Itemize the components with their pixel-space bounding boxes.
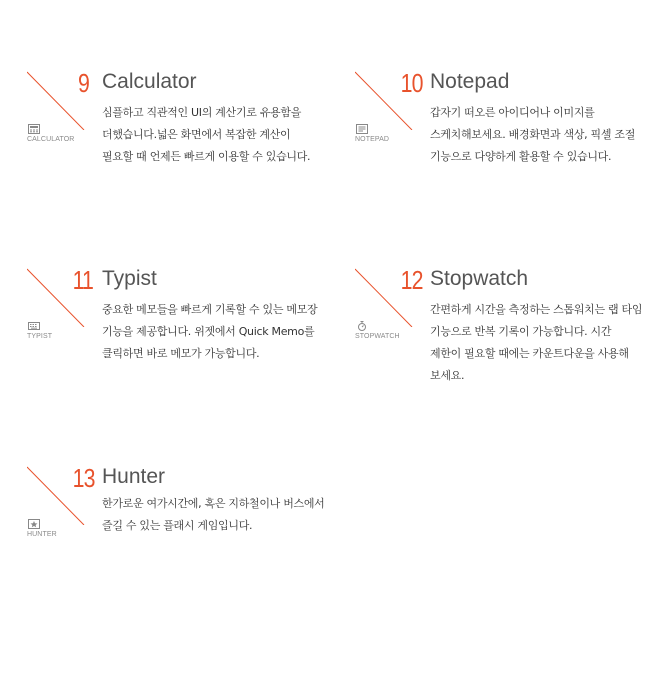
description-line: 제한이 필요할 때에는 카운트다운을 사용해 <box>430 347 629 360</box>
description-line: 중요한 메모들을 빠르게 기록할 수 있는 메모장 <box>102 303 318 316</box>
app-number: 12 <box>400 265 423 295</box>
app-description <box>102 493 332 537</box>
description-line: 기능으로 다양하게 활용할 수 있습니다. <box>430 150 612 163</box>
description-line: 기능으로 반복 기록이 가능합니다. 시간 <box>430 325 612 338</box>
app-title: Stopwatch <box>430 267 529 290</box>
description-line: 보세요. <box>430 369 465 382</box>
description-line: 한가로운 여가시간에, 혹은 지하철이나 버스에서 <box>102 497 325 510</box>
icon-label: TYPIST <box>27 333 53 340</box>
description-line: 간편하게 시간을 측정하는 스톱워치는 랩 타임 <box>430 303 643 316</box>
app-title: Hunter <box>102 465 166 488</box>
app-title: Typist <box>102 267 157 290</box>
hunter-icon <box>28 519 40 529</box>
stopwatch-icon <box>356 321 368 331</box>
keyboard-icon <box>28 321 40 331</box>
app-description <box>430 299 660 387</box>
description-line: 필요할 때 언제든 빠르게 이용할 수 있습니다. <box>102 150 311 163</box>
calculator-icon <box>28 124 40 134</box>
description-line: 즐길 수 있는 플래시 게임입니다. <box>102 519 253 532</box>
description-line: 기능을 제공합니다. 위젯에서 Quick Memo를 <box>102 325 315 338</box>
app-description <box>102 299 332 365</box>
app-title: Calculator <box>102 70 197 93</box>
app-description <box>430 102 660 168</box>
app-number: 9 <box>77 68 89 98</box>
description-line: 클릭하면 바로 메모가 가능합니다. <box>102 347 260 360</box>
icon-label: STOPWATCH <box>355 333 400 340</box>
description-line: 갑자기 떠오른 아이디어나 이미지를 <box>430 106 595 119</box>
icon-label: HUNTER <box>27 531 57 538</box>
app-number: 10 <box>400 68 423 98</box>
app-number: 11 <box>72 265 94 295</box>
app-title: Notepad <box>430 70 510 93</box>
notepad-icon <box>356 124 368 134</box>
description-line: 더했습니다.넓은 화면에서 복잡한 계산이 <box>102 128 291 141</box>
app-description <box>102 102 332 168</box>
description-line: 스케치해보세요. 배경화면과 색상, 픽셀 조절 <box>430 128 636 141</box>
icon-label: NOTEPAD <box>355 136 390 143</box>
description-line: 심플하고 직관적인 UI의 계산기로 유용함을 <box>102 106 302 119</box>
icon-label: CALCULATOR <box>27 136 75 143</box>
app-number: 13 <box>72 463 95 493</box>
